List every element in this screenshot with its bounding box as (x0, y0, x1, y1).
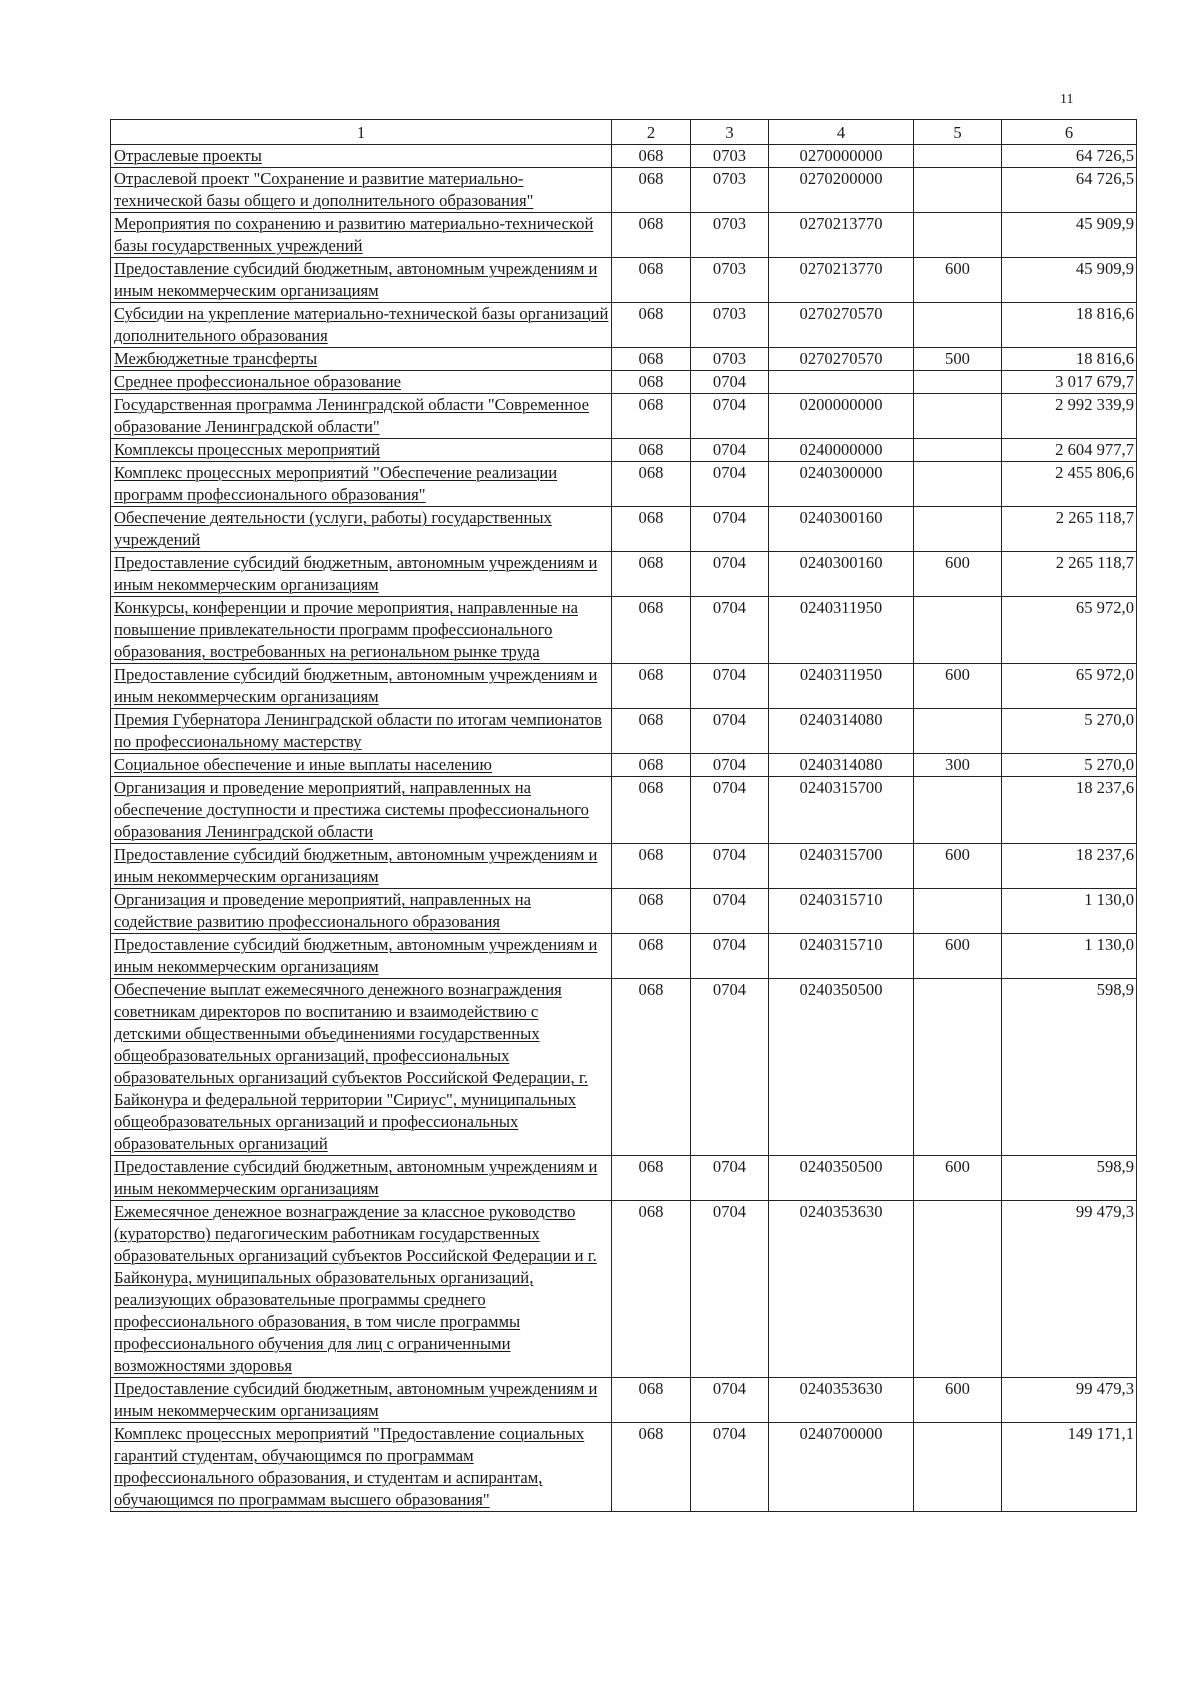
row-name (111, 439, 612, 462)
row-expense-type (914, 213, 1002, 258)
row-grbs-code: 068 (612, 348, 691, 371)
row-name-text: Государственная программа Ленинградской области "Современное образование Ленинградской области" (114, 395, 590, 436)
table-row (111, 1378, 1137, 1423)
row-section-code: 0704 (691, 934, 769, 979)
row-target-code: 0240300160 (769, 507, 914, 552)
table-row (111, 145, 1137, 168)
row-expense-type (914, 507, 1002, 552)
row-target-code: 0240700000 (769, 1423, 914, 1512)
row-section-code: 0704 (691, 889, 769, 934)
row-grbs-code: 068 (612, 889, 691, 934)
row-name (111, 258, 612, 303)
row-name-text: Организация и проведение мероприятий, направленных на обеспечение доступности и престижа системы профессионального образования Ленинградской области (114, 778, 589, 841)
row-grbs-code: 068 (612, 145, 691, 168)
row-expense-type (914, 709, 1002, 754)
table-row (111, 552, 1137, 597)
row-name (111, 754, 612, 777)
row-expense-type (914, 1423, 1002, 1512)
table-row (111, 213, 1137, 258)
table-row (111, 777, 1137, 844)
row-section-code: 0704 (691, 709, 769, 754)
table-row (111, 664, 1137, 709)
table-row (111, 1156, 1137, 1201)
row-name-text: Мероприятия по сохранению и развитию материально-технической базы государственных учреждений (114, 214, 594, 255)
row-name (111, 462, 612, 507)
row-amount: 45 909,9 (1002, 213, 1137, 258)
row-amount: 5 270,0 (1002, 709, 1137, 754)
row-name-text: Предоставление субсидий бюджетным, автономным учреждениям и иным некоммерческим организациям (114, 1157, 598, 1198)
row-grbs-code: 068 (612, 258, 691, 303)
row-grbs-code: 068 (612, 709, 691, 754)
row-name (111, 664, 612, 709)
row-name-text: Предоставление субсидий бюджетным, автономным учреждениям и иным некоммерческим организациям (114, 935, 598, 976)
row-name (111, 1201, 612, 1378)
table-row (111, 844, 1137, 889)
row-grbs-code: 068 (612, 462, 691, 507)
row-expense-type: 600 (914, 552, 1002, 597)
row-expense-type (914, 145, 1002, 168)
row-section-code: 0704 (691, 754, 769, 777)
row-name-text: Межбюджетные трансферты (114, 349, 318, 368)
row-name (111, 371, 612, 394)
row-target-code: 0270000000 (769, 145, 914, 168)
table-row (111, 168, 1137, 213)
row-section-code: 0704 (691, 777, 769, 844)
row-name (111, 213, 612, 258)
table-body (111, 145, 1137, 1512)
row-name-text: Комплексы процессных мероприятий (114, 440, 381, 459)
row-expense-type (914, 462, 1002, 507)
row-section-code: 0704 (691, 552, 769, 597)
row-target-code: 0270200000 (769, 168, 914, 213)
row-section-code: 0703 (691, 303, 769, 348)
row-expense-type: 300 (914, 754, 1002, 777)
row-grbs-code: 068 (612, 934, 691, 979)
row-target-code: 0270213770 (769, 213, 914, 258)
row-name-text: Организация и проведение мероприятий, направленных на содействие развитию профессионального образования (114, 890, 532, 931)
header-col-1: 1 (111, 120, 612, 145)
header-col-3: 3 (691, 120, 769, 145)
row-target-code: 0270270570 (769, 348, 914, 371)
row-section-code: 0704 (691, 394, 769, 439)
row-target-code: 0240315700 (769, 844, 914, 889)
row-name (111, 394, 612, 439)
row-target-code: 0240314080 (769, 754, 914, 777)
row-section-code: 0704 (691, 462, 769, 507)
budget-table (110, 119, 1137, 1512)
row-amount: 598,9 (1002, 979, 1137, 1156)
row-amount: 64 726,5 (1002, 145, 1137, 168)
row-name-text: Социальное обеспечение и иные выплаты населению (114, 755, 492, 774)
row-expense-type: 500 (914, 348, 1002, 371)
row-amount: 2 265 118,7 (1002, 507, 1137, 552)
row-expense-type: 600 (914, 1156, 1002, 1201)
row-name-text: Предоставление субсидий бюджетным, автономным учреждениям и иным некоммерческим организациям (114, 259, 598, 300)
row-expense-type (914, 371, 1002, 394)
table-row (111, 394, 1137, 439)
row-amount: 18 816,6 (1002, 303, 1137, 348)
header-col-2: 2 (612, 120, 691, 145)
row-name (111, 777, 612, 844)
page-number: 11 (1060, 92, 1074, 107)
row-section-code: 0704 (691, 371, 769, 394)
row-section-code: 0703 (691, 258, 769, 303)
row-amount: 99 479,3 (1002, 1378, 1137, 1423)
row-target-code: 0270270570 (769, 303, 914, 348)
row-name-text: Ежемесячное денежное вознаграждение за классное руководство (кураторство) педагогическим работникам государственных образовательных организаций субъектов Российской Федерации и г. Байконура, муниципальных образовательных организаций, реализующих образовательные программы среднего профессионального образования, в том числе программы профессионального обучения для лиц с ограниченными возможностями здоровья (114, 1202, 597, 1375)
row-target-code: 0240000000 (769, 439, 914, 462)
row-target-code: 0240300000 (769, 462, 914, 507)
row-amount: 5 270,0 (1002, 754, 1137, 777)
row-name (111, 1156, 612, 1201)
row-grbs-code: 068 (612, 439, 691, 462)
header-col-4: 4 (769, 120, 914, 145)
row-grbs-code: 068 (612, 1156, 691, 1201)
row-grbs-code: 068 (612, 1201, 691, 1378)
row-target-code: 0240311950 (769, 597, 914, 664)
row-name (111, 507, 612, 552)
row-target-code: 0240315710 (769, 934, 914, 979)
row-amount: 2 604 977,7 (1002, 439, 1137, 462)
row-expense-type (914, 1201, 1002, 1378)
row-name (111, 934, 612, 979)
table-row (111, 258, 1137, 303)
row-target-code: 0240350500 (769, 979, 914, 1156)
row-name-text: Среднее профессиональное образование (114, 372, 402, 391)
row-expense-type (914, 889, 1002, 934)
row-section-code: 0703 (691, 145, 769, 168)
row-name (111, 145, 612, 168)
row-grbs-code: 068 (612, 1378, 691, 1423)
row-grbs-code: 068 (612, 552, 691, 597)
row-expense-type: 600 (914, 934, 1002, 979)
row-amount: 45 909,9 (1002, 258, 1137, 303)
row-name (111, 979, 612, 1156)
row-name-text: Конкурсы, конференции и прочие мероприятия, направленные на повышение привлекательности программ профессионального образования, востребованных на региональном рынке труда (114, 598, 579, 661)
row-amount: 99 479,3 (1002, 1201, 1137, 1378)
row-grbs-code: 068 (612, 1423, 691, 1512)
row-grbs-code: 068 (612, 394, 691, 439)
row-section-code: 0703 (691, 168, 769, 213)
table-row (111, 979, 1137, 1156)
row-amount: 2 992 339,9 (1002, 394, 1137, 439)
row-grbs-code: 068 (612, 303, 691, 348)
row-name (111, 1423, 612, 1512)
row-target-code: 0240353630 (769, 1378, 914, 1423)
row-name (111, 597, 612, 664)
table-row (111, 371, 1137, 394)
row-expense-type: 600 (914, 664, 1002, 709)
row-section-code: 0704 (691, 1378, 769, 1423)
row-amount: 18 816,6 (1002, 348, 1137, 371)
row-name-text: Предоставление субсидий бюджетным, автономным учреждениям и иным некоммерческим организациям (114, 1379, 598, 1420)
row-section-code: 0704 (691, 979, 769, 1156)
row-target-code: 0240315710 (769, 889, 914, 934)
table-row (111, 439, 1137, 462)
row-name (111, 889, 612, 934)
row-name-text: Обеспечение выплат ежемесячного денежного вознаграждения советникам директоров по воспитанию и взаимодействию с детскими общественными объединениями государственных общеобразовательных организаций, профессиональных образовательных организаций субъектов Российской Федерации, г. Байконура и федеральной территории "Сириус", муниципальных общеобразовательных организаций и профессиональных образовательных организаций (114, 980, 588, 1153)
table-row (111, 303, 1137, 348)
row-amount: 64 726,5 (1002, 168, 1137, 213)
row-grbs-code: 068 (612, 664, 691, 709)
row-amount: 149 171,1 (1002, 1423, 1137, 1512)
row-expense-type: 600 (914, 1378, 1002, 1423)
row-name-text: Субсидии на укрепление материально-технической базы организаций дополнительного образования (114, 304, 609, 345)
row-grbs-code: 068 (612, 979, 691, 1156)
row-section-code: 0703 (691, 348, 769, 371)
table-row (111, 934, 1137, 979)
row-target-code: 0270213770 (769, 258, 914, 303)
row-name-text: Комплекс процессных мероприятий "Обеспечение реализации программ профессионального образования" (114, 463, 558, 504)
row-grbs-code: 068 (612, 507, 691, 552)
row-target-code: 0240350500 (769, 1156, 914, 1201)
table-row (111, 709, 1137, 754)
header-col-6: 6 (1002, 120, 1137, 145)
row-section-code: 0704 (691, 664, 769, 709)
row-expense-type (914, 168, 1002, 213)
row-expense-type (914, 394, 1002, 439)
header-row (111, 120, 1137, 145)
table-row (111, 1201, 1137, 1378)
row-name-text: Предоставление субсидий бюджетным, автономным учреждениям и иным некоммерческим организациям (114, 845, 598, 886)
row-grbs-code: 068 (612, 371, 691, 394)
row-section-code: 0704 (691, 439, 769, 462)
row-target-code: 0240314080 (769, 709, 914, 754)
table-row (111, 597, 1137, 664)
row-section-code: 0704 (691, 844, 769, 889)
row-expense-type (914, 303, 1002, 348)
row-name-text: Премия Губернатора Ленинградской области по итогам чемпионатов по профессиональному мастерству (114, 710, 602, 751)
row-grbs-code: 068 (612, 213, 691, 258)
row-expense-type (914, 597, 1002, 664)
row-amount: 65 972,0 (1002, 664, 1137, 709)
row-target-code: 0240315700 (769, 777, 914, 844)
row-name (111, 844, 612, 889)
row-target-code: 0240300160 (769, 552, 914, 597)
row-section-code: 0704 (691, 1156, 769, 1201)
row-target-code: 0240311950 (769, 664, 914, 709)
row-name-text: Предоставление субсидий бюджетным, автономным учреждениям и иным некоммерческим организациям (114, 665, 598, 706)
row-name-text: Комплекс процессных мероприятий "Предоставление социальных гарантий студентам, обучающимся по программам профессионального образования, и студентам и аспирантам, обучающимся по программам высшего образования" (114, 1424, 585, 1509)
row-name-text: Отраслевые проекты (114, 146, 262, 165)
row-target-code: 0200000000 (769, 394, 914, 439)
table-row (111, 754, 1137, 777)
row-name (111, 1378, 612, 1423)
row-amount: 2 265 118,7 (1002, 552, 1137, 597)
row-grbs-code: 068 (612, 597, 691, 664)
row-expense-type (914, 439, 1002, 462)
row-target-code: 0240353630 (769, 1201, 914, 1378)
row-amount: 2 455 806,6 (1002, 462, 1137, 507)
row-name-text: Предоставление субсидий бюджетным, автономным учреждениям и иным некоммерческим организациям (114, 553, 598, 594)
row-grbs-code: 068 (612, 754, 691, 777)
row-amount: 18 237,6 (1002, 844, 1137, 889)
row-section-code: 0704 (691, 1423, 769, 1512)
row-grbs-code: 068 (612, 844, 691, 889)
header-col-5: 5 (914, 120, 1002, 145)
row-section-code: 0703 (691, 213, 769, 258)
table-row (111, 462, 1137, 507)
table-row (111, 507, 1137, 552)
row-expense-type: 600 (914, 258, 1002, 303)
row-name-text: Отраслевой проект "Сохранение и развитие материально-технической базы общего и дополнительного образования" (114, 169, 534, 210)
row-section-code: 0704 (691, 597, 769, 664)
table-row (111, 889, 1137, 934)
row-name-text: Обеспечение деятельности (услуги, работы) государственных учреждений (114, 508, 552, 549)
row-section-code: 0704 (691, 507, 769, 552)
row-section-code: 0704 (691, 1201, 769, 1378)
row-amount: 598,9 (1002, 1156, 1137, 1201)
row-name (111, 552, 612, 597)
row-expense-type (914, 979, 1002, 1156)
row-amount: 1 130,0 (1002, 889, 1137, 934)
row-amount: 1 130,0 (1002, 934, 1137, 979)
row-name (111, 303, 612, 348)
row-name (111, 709, 612, 754)
table-row (111, 348, 1137, 371)
row-name (111, 348, 612, 371)
row-target-code (769, 371, 914, 394)
row-expense-type (914, 777, 1002, 844)
row-amount: 3 017 679,7 (1002, 371, 1137, 394)
row-amount: 18 237,6 (1002, 777, 1137, 844)
row-expense-type: 600 (914, 844, 1002, 889)
row-amount: 65 972,0 (1002, 597, 1137, 664)
row-grbs-code: 068 (612, 168, 691, 213)
row-grbs-code: 068 (612, 777, 691, 844)
table-row (111, 1423, 1137, 1512)
row-name (111, 168, 612, 213)
